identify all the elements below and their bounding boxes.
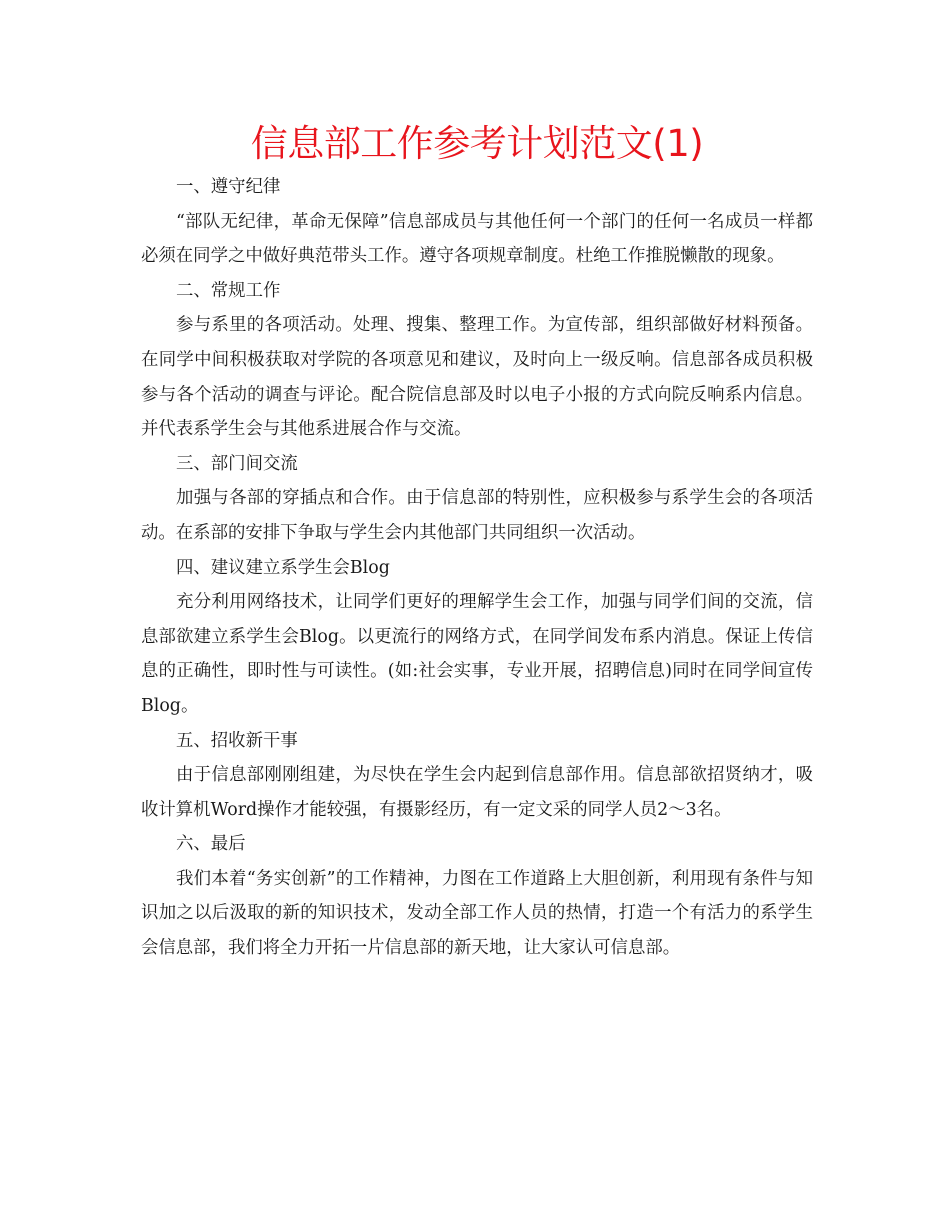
section-heading-2: 二、常规工作: [176, 280, 281, 301]
section-heading-3: 三、部门间交流: [176, 453, 298, 474]
section-heading-5: 五、招收新干事: [176, 730, 298, 751]
section-heading-1: 一、遵守纪律: [176, 177, 281, 197]
section-paragraph-1: “部队无纪律，革命无保障”信息部成员与其他任何一个部门的任何一名成员一样都必须在同学之中做好典范带头工作。遵守各项规章制度。杜绝工作推脱懒散的现象。: [141, 211, 813, 267]
section-paragraph-2: 参与系里的各项活动。处理、搜集、整理工作。为宣传部，组织部做好材料预备。在同学中间积极获取对学院的各项意见和建议，及时向上一级反响。信息部各成员积极参与各个活动的调查与评论。配合院信息部及时以电子小报的方式向院反响系内信息。并代表系学生会与其他系进展合作与交流。: [141, 315, 813, 440]
section-paragraph-5: 由于信息部刚刚组建，为尽快在学生会内起到信息部作用。信息部欲招贤纳才，吸收计算机Word操作才能较强，有摄影经历，有一定文采的同学人员2～3名。: [141, 765, 813, 820]
section-heading-4: 四、建议建立系学生会Blog: [176, 557, 390, 578]
section-paragraph-3: 加强与各部的穿插点和合作。由于信息部的特别性，应积极参与系学生会的各项活动。在系部的安排下争取与学生会内其他部门共同组织一次活动。: [141, 488, 813, 543]
section-paragraph-6: 我们本着“务实创新”的工作精神，力图在工作道路上大胆创新，利用现有条件与知识加之以后汲取的新的知识技术，发动全部工作人员的热情，打造一个有活力的系学生会信息部，我们将全力开拓一片信息部的新天地，让大家认可信息部。: [141, 868, 813, 959]
section-heading-6: 六、最后: [176, 834, 246, 855]
document-page: [141, 118, 813, 966]
document-title: 信息部工作参考计划范文(1): [250, 122, 704, 165]
section-paragraph-4: 充分利用网络技术，让同学们更好的理解学生会工作，加强与同学们间的交流，信息部欲建立系学生会Blog。以更流行的网络方式，在同学间发布系内消息。保证上传信息的正确性，即时性与可读性。(如:社会实事，专业开展，招聘信息)同时在同学间宣传Blog。: [141, 592, 813, 716]
